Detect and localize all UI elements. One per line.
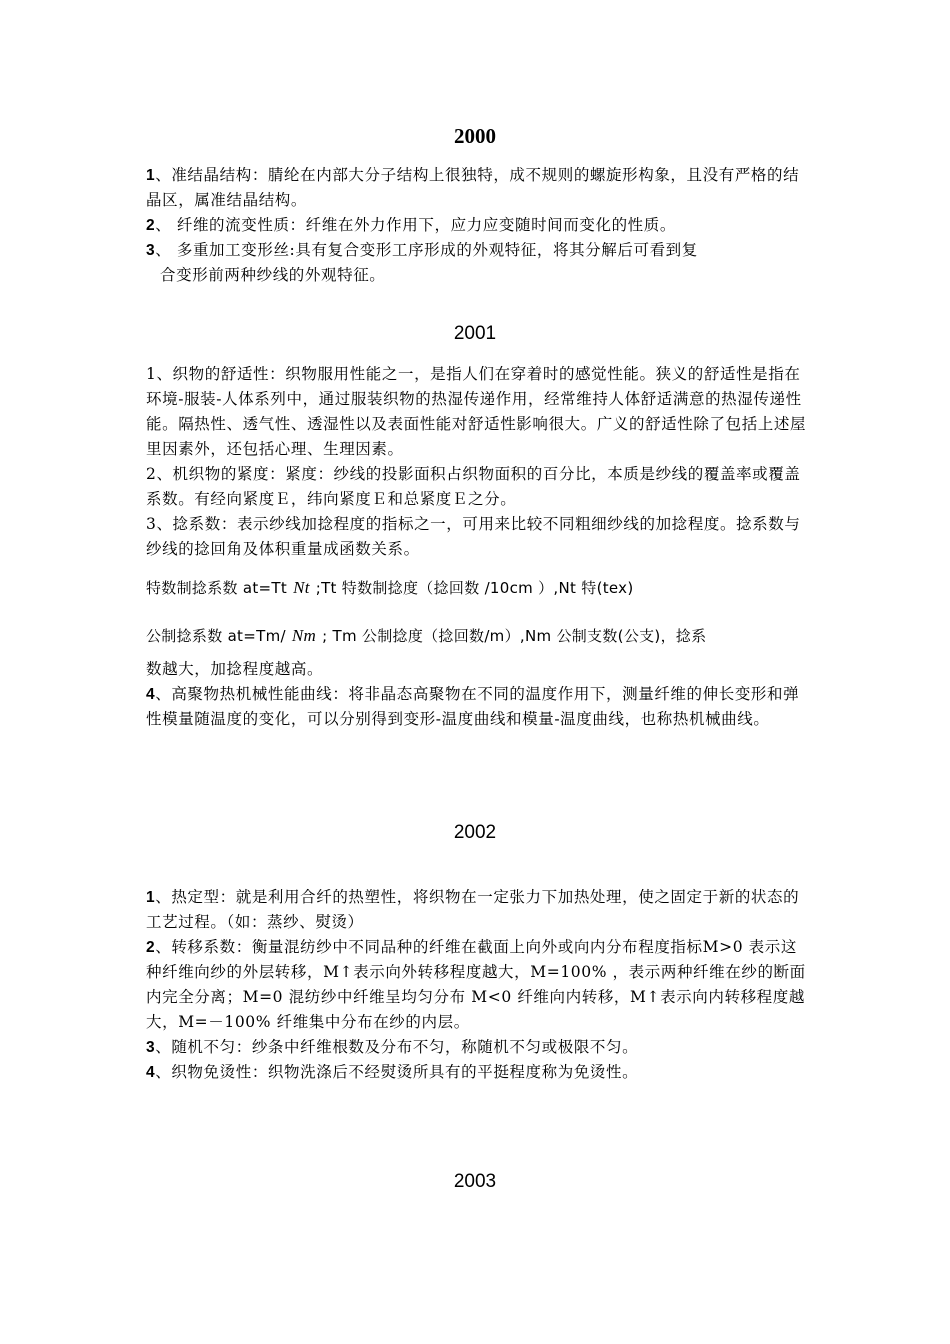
- section-2002-body: [146, 885, 810, 1085]
- list-item-continuation: 合变形前两种纱线的外观特征。: [160, 266, 386, 284]
- formula-continuation: 数越大，加捻程度越高。: [146, 660, 324, 678]
- list-item: 2、 纤维的流变性质：纤维在外力作用下，应力应变随时间而变化的性质。: [146, 216, 676, 234]
- list-item: 1、织物的舒适性：织物服用性能之一，是指人们在穿着时的感觉性能。狭义的舒适性是指在环境-服装-人体系列中，通过服装织物的热湿传递作用，经常维持人体舒适满意的热湿传递性能。隔热性、透气性、透湿性以及表面性能对舒适性影响很大。广义的舒适性除了包括上述屋里因素外，还包括心理、生理因素。: [146, 365, 807, 458]
- section-2000-body: [146, 163, 810, 288]
- formula-tex-twist: 特数制捻系数 at=Tt Nt ;Tt 特数制捻度（捻回数 /10cm ）,Nt 特(tex): [146, 578, 634, 597]
- list-item: 4、织物免烫性：织物洗涤后不经熨烫所具有的平挺程度称为免烫性。: [146, 1063, 639, 1081]
- section-title-2001: 2001: [453, 323, 497, 344]
- list-item: 4、高聚物热机械性能曲线：将非晶态高聚物在不同的温度作用下，测量纤维的伸长变形和弹性模量随温度的变化，可以分别得到变形-温度曲线和模量-温度曲线，也称热机械曲线。: [146, 685, 800, 728]
- section-2001-body: [146, 362, 810, 732]
- list-item: 3、捻系数：表示纱线加捻程度的指标之一，可用来比较不同粗细纱线的加捻程度。捻系数与纱线的捻回角及体积重量成函数关系。: [146, 515, 801, 558]
- section-title-2000: 2000: [454, 124, 496, 148]
- section-title-2003: 2003: [453, 1171, 497, 1192]
- list-item: 1、热定型：就是利用合纤的热塑性，将织物在一定张力下加热处理，使之固定于新的状态的工艺过程。（如：蒸纱、熨烫）: [146, 888, 800, 931]
- list-item: 2、机织物的紧度：紧度：纱线的投影面积占织物面积的百分比，本质是纱线的覆盖率或覆盖系数。有经向紧度Ｅ，纬向紧度Ｅ和总紧度Ｅ之分。: [146, 465, 801, 508]
- list-item: 3、随机不匀：纱条中纤维根数及分布不匀，称随机不匀或极限不匀。: [146, 1038, 639, 1056]
- list-item: 2、转移系数：衡量混纺纱中不同品种的纤维在截面上向外或向内分布程度指标M>0 表示这种纤维向纱的外层转移，M↑表示向外转移程度越大，M=100% ，表示两种纤维在纱的断面内完全分离；M=0 混纺纱中纤维呈均匀分布 M<0 纤维向内转移，M↑表示向内转移程度越大，M=－100% 纤维集中分布在纱的内层。: [146, 938, 806, 1031]
- list-item: 1、准结晶结构：腈纶在内部大分子结构上很独特，成不规则的螺旋形构象，且没有严格的结晶区，属准结晶结构。: [146, 166, 800, 209]
- section-title-2002: 2002: [453, 822, 497, 843]
- formula-metric-twist: 公制捻系数 at=Tm/ Nm ; Tm 公制捻度（捻回数/m）,Nm 公制支数(公支)，捻系: [146, 626, 707, 645]
- list-item: 3、 多重加工变形丝:具有复合变形工序形成的外观特征，将其分解后可看到复: [146, 241, 698, 259]
